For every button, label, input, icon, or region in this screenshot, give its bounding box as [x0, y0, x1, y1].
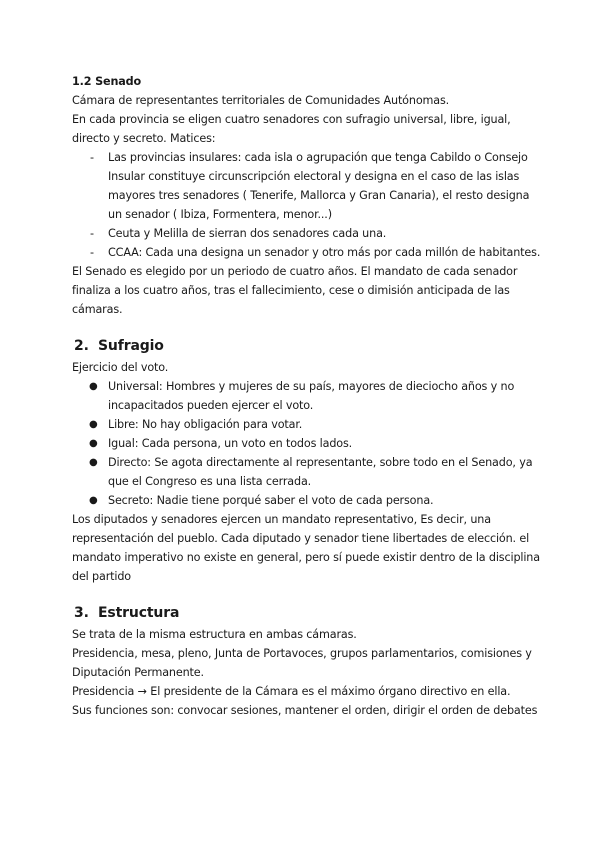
section-2-title: Sufragio — [98, 338, 164, 354]
list-item — [72, 434, 542, 453]
bullet-marker: ● — [89, 438, 98, 449]
section-2-closing: Los diputados y senadores ejercen un mandato representativo, Es decir, una representación del pueblo. Cada diputado y senador tiene libertades de elección. el mandato imperativo no existe en general, pero sí puede existir dentro de la disciplina del partido — [72, 513, 540, 583]
section-3-paragraph-1: Presidencia, mesa, pleno, Junta de Portavoces, grupos parlamentarios, comisiones y Diputación Permanente. — [72, 647, 532, 679]
section-3-intro: Se trata de la misma estructura en ambas cámaras. — [72, 628, 357, 641]
list-item — [72, 148, 542, 224]
section-1-2-paragraph: En cada provincia se eligen cuatro senadores con sufragio universal, libre, igual, directo y secreto. Matices: — [72, 113, 511, 145]
list-item-text: Secreto: Nadie tiene porqué saber el voto de cada persona. — [108, 494, 434, 507]
section-3-heading — [72, 603, 542, 623]
bullet-marker: ● — [89, 381, 98, 392]
list-item-text: Igual: Cada persona, un voto en todos lados. — [108, 437, 353, 450]
bullet-marker: ● — [89, 419, 98, 430]
section-1-2-heading: 1.2 Senado — [72, 75, 142, 88]
section-3-title: Estructura — [98, 605, 180, 621]
section-1-2-intro: Cámara de representantes territoriales de Comunidades Autónomas. — [72, 94, 450, 107]
section-2-heading — [72, 336, 542, 356]
document-page — [72, 72, 542, 720]
list-item — [72, 377, 542, 415]
section-3-paragraph-3: Sus funciones son: convocar sesiones, mantener el orden, dirigir el orden de debates — [72, 704, 538, 717]
list-item — [72, 415, 542, 434]
senado-matices-list — [72, 148, 542, 262]
list-item-text: CCAA: Cada una designa un senador y otro más por cada millón de habitantes. — [108, 246, 541, 259]
dash-marker: - — [90, 246, 94, 259]
section-3-number: 3. — [74, 605, 89, 621]
dash-marker: - — [90, 227, 94, 240]
bullet-marker: ● — [89, 495, 98, 506]
list-item-text: Universal: Hombres y mujeres de su país, mayores de dieciocho años y no incapacitados pueden ejercer el voto. — [108, 380, 515, 412]
list-item-text: Libre: No hay obligación para votar. — [108, 418, 303, 431]
list-item-text: Ceuta y Melilla de sierran dos senadores cada una. — [108, 227, 387, 240]
section-2-intro: Ejercicio del voto. — [72, 361, 169, 374]
list-item — [72, 491, 542, 510]
sufragio-list — [72, 377, 542, 510]
list-item — [72, 224, 542, 243]
bullet-marker: ● — [89, 457, 98, 468]
list-item-text: Las provincias insulares: cada isla o agrupación que tenga Cabildo o Consejo Insular constituye circunscripción electoral y designa en el caso de las islas mayores tres senadores ( Tenerife, Mallorca y Gran Canaria), el resto designa un senador ( Ibiza, Formentera, menor...) — [108, 151, 530, 221]
dash-marker: - — [90, 151, 94, 164]
section-1-2-closing: El Senado es elegido por un periodo de cuatro años. El mandato de cada senador finaliza a los cuatro años, tras el fallecimiento, cese o dimisión anticipada de las cámaras. — [72, 265, 518, 316]
list-item — [72, 453, 542, 491]
list-item-text: Directo: Se agota directamente al representante, sobre todo en el Senado, ya que el Congreso es una lista cerrada. — [108, 456, 533, 488]
list-item — [72, 243, 542, 262]
section-2-number: 2. — [74, 338, 89, 354]
section-3-paragraph-2: Presidencia → El presidente de la Cámara es el máximo órgano directivo en ella. — [72, 685, 511, 698]
